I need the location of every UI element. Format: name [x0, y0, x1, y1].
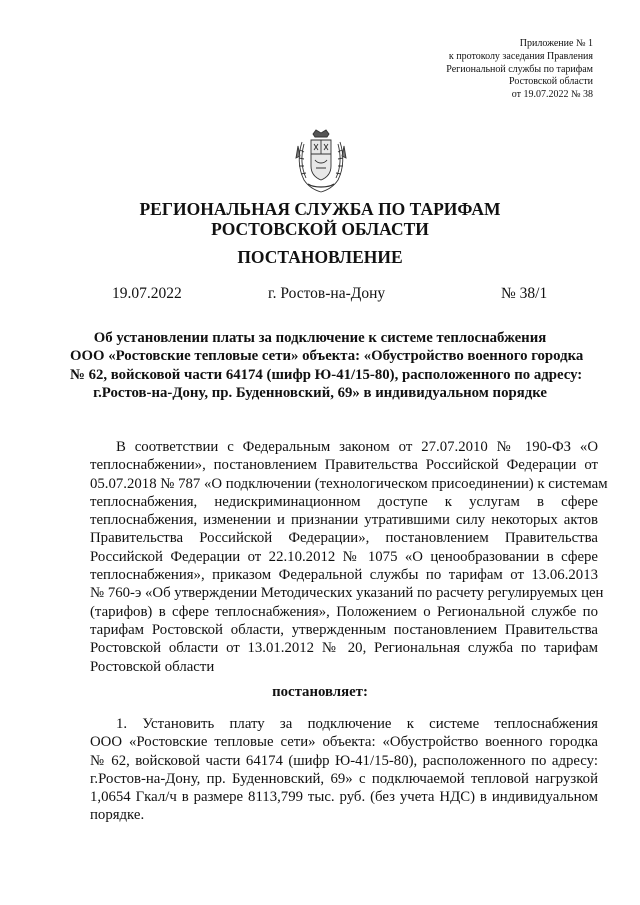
- subject-line: г.Ростов-на-Дону, пр. Буденновский, 69» в индивидуальном порядке: [93, 384, 547, 401]
- subject-line: № 62, войсковой части 64174 (шифр Ю-41/15-80), расположенного по адресу:: [70, 366, 583, 383]
- preamble-line: (тарифов) в сфере теплоснабжения», Положением о Региональной службе по: [90, 603, 598, 620]
- subject-line: ООО «Ростовские тепловые сети» объекта: «Обустройство военного городка: [70, 348, 584, 365]
- document-date: 19.07.2022: [112, 285, 182, 302]
- preamble-line: Ростовской области от 13.01.2012 № 20, Региональная служба по тарифам: [90, 640, 598, 657]
- clause-1-line: 1. Установить плату за подключение к системе теплоснабжения: [116, 716, 598, 732]
- appendix-line: Приложение № 1: [519, 38, 593, 49]
- document-type: ПОСТАНОВЛЕНИЕ: [237, 247, 403, 267]
- clause-1-line: ООО «Ростовские тепловые сети» объекта: «Обустройство военного городка: [90, 734, 598, 751]
- document-subject: [70, 329, 584, 402]
- clause-1-line: порядке.: [90, 807, 145, 824]
- preamble-line: Российской Федерации от 22.10.2012 № 1075 «О ценообразовании в сфере: [90, 548, 598, 565]
- preamble-line: теплоснабжения», приказом Федеральной службы по тарифам от 13.06.2013: [90, 567, 598, 584]
- organization-name-line: РОСТОВСКОЙ ОБЛАСТИ: [211, 219, 429, 239]
- clause-1-line: 1,0654 Гкал/ч в размере 8113,799 тыс. руб. (без учета НДС) в индивидуальном: [90, 789, 598, 806]
- document-number: № 38/1: [501, 285, 548, 302]
- preamble-line: тарифам Ростовской области, утвержденным постановлением Правительства: [90, 621, 598, 638]
- organization-name: [0, 199, 640, 239]
- appendix-line: Региональной службы по тарифам: [446, 63, 593, 75]
- rostov-coat-of-arms-icon: [294, 128, 348, 194]
- preamble-line: 05.07.2018 № 787 «О подключении (технологическом присоединении) к системам: [90, 475, 608, 492]
- document-city: г. Ростов-на-Дону: [268, 285, 386, 302]
- preamble-line: № 760-э «Об утверждении Методических указаний по расчету регулируемых цен: [90, 585, 604, 602]
- subject-line: Об установлении платы за подключение к системе теплоснабжения: [93, 330, 547, 346]
- preamble-line: В соответствии с Федеральным законом от 27.07.2010 № 190-ФЗ «О: [116, 439, 598, 455]
- clause-1-line: № 62, войсковой части 64174 (шифр Ю-41/15-80), расположенного по адресу:: [90, 752, 598, 769]
- appendix-line: Ростовской области: [509, 76, 593, 88]
- preamble-line: теплоснабжения, недискриминационном доступе к услугам в сфере: [90, 493, 598, 510]
- preamble-line: теплоснабжения, изменении и признании утратившими силу некоторых актов: [90, 512, 598, 529]
- appendix-line: к протоколу заседания Правления: [448, 50, 593, 62]
- resolves-heading: постановляет:: [272, 684, 368, 700]
- preamble-line: теплоснабжении», постановлением Правительства Российской Федерации от: [90, 457, 598, 474]
- preamble-line: Ростовской области: [90, 658, 215, 675]
- organization-name-line: РЕГИОНАЛЬНАЯ СЛУЖБА ПО ТАРИФАМ: [139, 199, 501, 219]
- preamble-line: Правительства Российской Федерации», постановлением Правительства: [90, 530, 598, 547]
- clause-1-paragraph: [90, 715, 598, 825]
- preamble-paragraph: [90, 438, 608, 676]
- appendix-note: [446, 38, 593, 102]
- appendix-line: от 19.07.2022 № 38: [511, 89, 593, 101]
- clause-1-line: г.Ростов-на-Дону, пр. Буденновский, 69» с подключаемой тепловой нагрузкой: [90, 770, 598, 787]
